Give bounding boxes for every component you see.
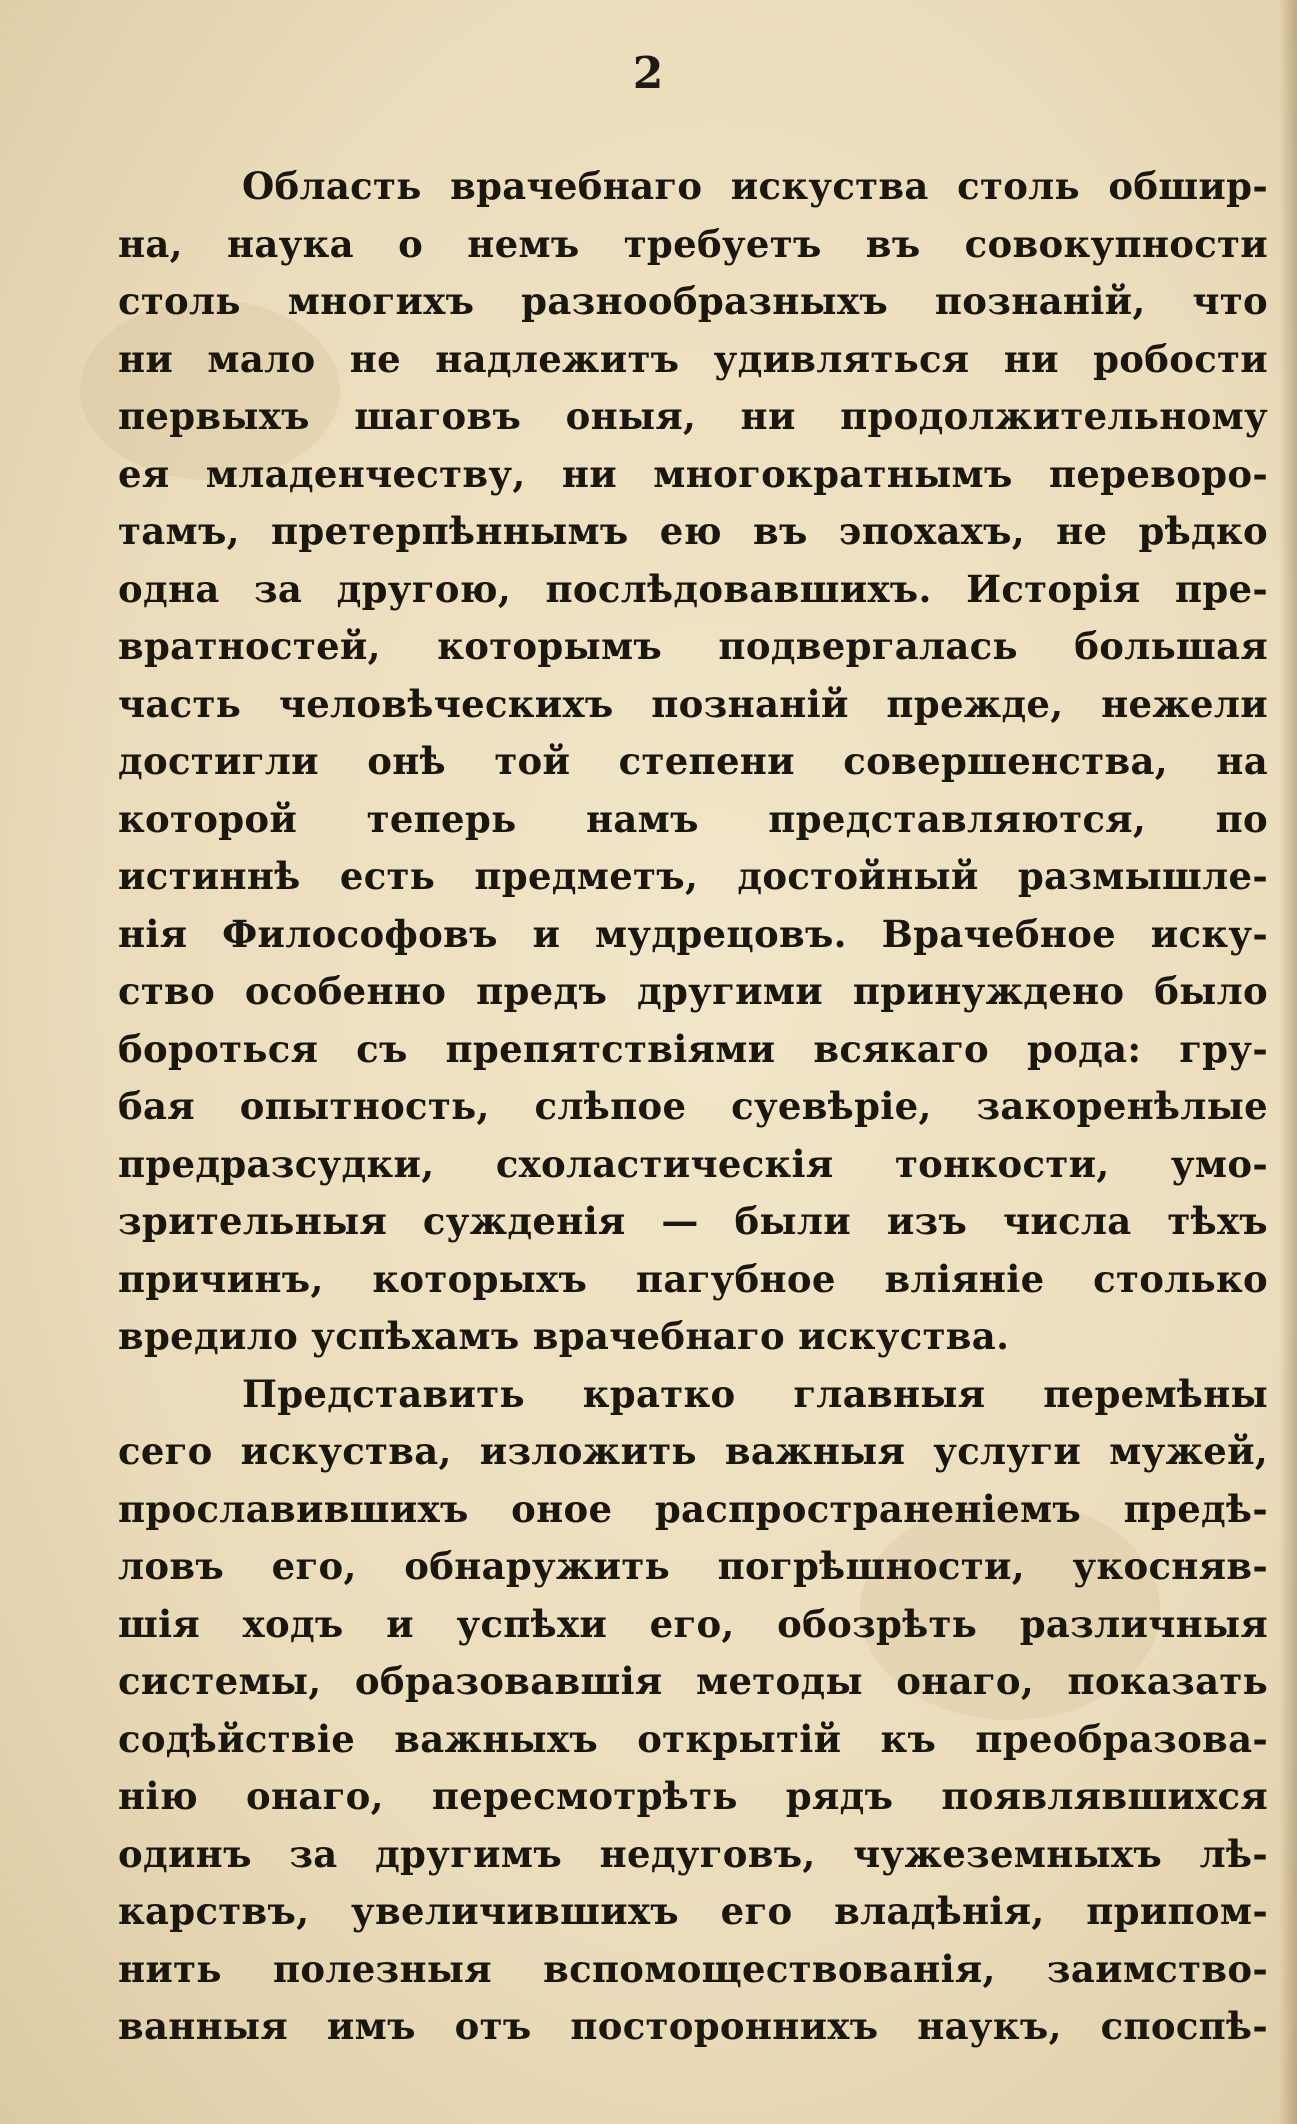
text-line: вратностей, которымъ подвергалась большая xyxy=(118,624,1268,668)
text-line: прославившихъ оное распространеніемъ предѣ- xyxy=(118,1486,1268,1531)
text-line: содѣйствіе важныхъ открытій къ преобразова- xyxy=(118,1716,1268,1761)
text-line: которой теперь намъ представляются, по xyxy=(118,796,1268,841)
text-line: ловъ его, обнаружить погрѣшности, укосняв- xyxy=(118,1544,1268,1588)
text-line: шія ходъ и успѣхи его, обозрѣть различныя xyxy=(118,1601,1268,1646)
text-line: одинъ за другимъ недуговъ, чужеземныхъ лѣ- xyxy=(118,1831,1268,1876)
text-line: ванныя имъ отъ постороннихъ наукъ, споспѣ- xyxy=(118,2004,1268,2048)
text-line: истиннѣ есть предметъ, достойный размышле- xyxy=(118,854,1268,898)
text-line: Область врачебнаго искуства столь обшир- xyxy=(242,164,1268,208)
text-line: нія Философовъ и мудрецовъ. Врачебное иску- xyxy=(118,911,1268,956)
text-line: системы, образовавшія методы онаго, показать xyxy=(118,1659,1268,1703)
text-line: Представить кратко главныя перемѣны xyxy=(242,1371,1268,1416)
text-line: на, наука о немъ требуетъ въ совокупности xyxy=(118,221,1268,266)
text-line: ни мало не надлежитъ удивляться ни робости xyxy=(118,336,1268,381)
text-line: сего искуства, изложить важныя услуги мужей, xyxy=(118,1429,1268,1473)
text-line: первыхъ шаговъ оныя, ни продолжительному xyxy=(118,394,1268,438)
text-line: бороться съ препятствіями всякаго рода: гру- xyxy=(118,1026,1268,1071)
text-line: вредило успѣхамъ врачебнаго искуства. xyxy=(118,1314,1010,1358)
text-line: бая опытность, слѣпое суевѣріе, закоренѣлые xyxy=(118,1084,1268,1128)
text-line: зрительныя сужденія — были изъ числа тѣхъ xyxy=(118,1199,1268,1243)
text-line: ство особенно предъ другими принуждено было xyxy=(118,969,1268,1013)
text-line: часть человѣческихъ познаній прежде, нежели xyxy=(118,681,1268,726)
text-line: причинъ, которыхъ пагубное вліяніе столько xyxy=(118,1256,1268,1301)
body-text xyxy=(118,158,1268,2056)
text-line: нію онаго, пересмотрѣть рядъ появлявшихся xyxy=(118,1774,1268,1818)
text-line: ея младенчеству, ни многократнымъ переворо- xyxy=(118,451,1268,496)
text-line: столь многихъ разнообразныхъ познаній, что xyxy=(118,279,1268,323)
text-line: тамъ, претерпѣннымъ ею въ эпохахъ, не рѣдко xyxy=(118,509,1268,553)
text-line: карствъ, увеличившихъ его владѣнія, припом- xyxy=(118,1889,1268,1933)
text-line: одна за другою, послѣдовавшихъ. Исторія пре- xyxy=(118,566,1268,611)
page-edge-shadow xyxy=(1279,0,1297,2124)
text-line: нить полезныя вспомоществованія, заимство- xyxy=(118,1946,1268,1991)
text-line: достигли онѣ той степени совершенства, на xyxy=(118,739,1268,783)
text-line: предразсудки, схоластическія тонкости, умо- xyxy=(118,1141,1268,1186)
page-number: 2 xyxy=(632,48,665,99)
